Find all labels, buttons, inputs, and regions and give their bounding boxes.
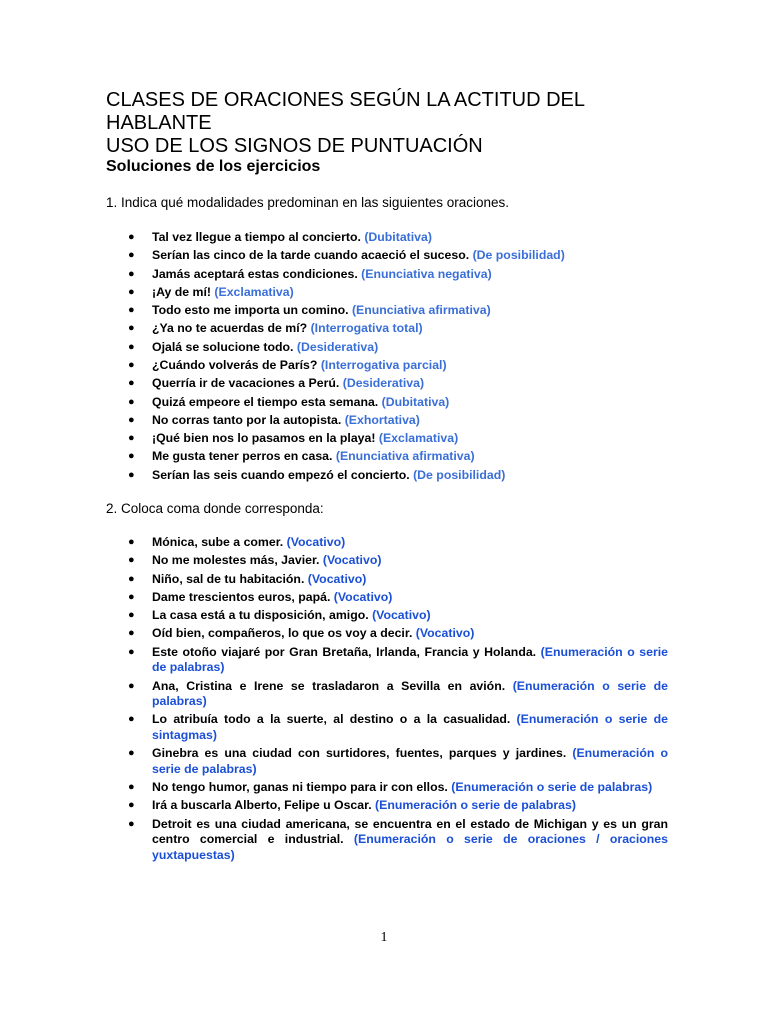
list-item: [128, 798, 668, 814]
sentence-text: Todo esto me importa un comino.: [152, 303, 349, 318]
list-item-content: [152, 780, 668, 796]
bullet-icon: ●: [128, 609, 135, 622]
answer-label: (Vocativo): [286, 535, 346, 549]
answer-label: (Vocativo): [415, 626, 475, 641]
list-item-content: [152, 285, 668, 301]
document-subtitle: Soluciones de los ejercicios: [106, 158, 321, 175]
sentence-text: Querría ir de vacaciones a Perú.: [152, 376, 340, 391]
list-item-content: [152, 358, 668, 374]
sentence-text: Serían las seis cuando empezó el concierto.: [152, 467, 410, 482]
list-item: [128, 358, 668, 374]
bullet-icon: ●: [128, 231, 135, 243]
bullet-icon: ●: [128, 322, 135, 335]
list-item-content: [152, 468, 668, 484]
list-item-content: [152, 413, 668, 429]
list-item-content: [152, 303, 668, 319]
list-item: [128, 230, 668, 246]
answer-label: (Enumeración o serie de palabras): [152, 746, 668, 776]
exercise-1-question: 1. Indica qué modalidades predominan en las siguientes oraciones.: [106, 195, 510, 210]
bullet-icon: ●: [128, 358, 135, 371]
answer-label: (Enunciativa afirmativa): [335, 449, 475, 464]
page-number: 1: [380, 930, 388, 945]
answer-label: (Interrogativa parcial): [320, 357, 447, 372]
list-item: [128, 679, 668, 710]
answer-label: (Enumeración o serie de palabras): [152, 678, 668, 709]
list-item: [128, 248, 668, 264]
sentence-text: ¿Cuándo volverás de París?: [152, 357, 318, 372]
bullet-icon: ●: [128, 450, 135, 463]
bullet-icon: ●: [128, 377, 135, 390]
sentence-text: Irá a buscarla Alberto, Felipe u Oscar.: [152, 798, 372, 813]
bullet-icon: ●: [128, 267, 135, 280]
list-item: [128, 340, 668, 356]
list-item: [128, 645, 668, 676]
sentence-text: Lo atribuía todo a la suerte, al destino o a la casualidad.: [152, 712, 511, 727]
list-item: [128, 553, 668, 569]
list-item-content: [152, 712, 668, 743]
list-item-content: [152, 449, 668, 465]
sentence-text: No tengo humor, ganas ni tiempo para ir con ellos.: [152, 780, 448, 795]
list-item: [128, 395, 668, 411]
sentence-text: Este otoño viajaré por Gran Bretaña, Irlanda, Francia y Holanda.: [152, 644, 537, 659]
sentence-text: La casa está a tu disposición, amigo.: [152, 608, 369, 623]
list-item-content: [152, 608, 668, 624]
sentence-text: Mónica, sube a comer.: [152, 535, 284, 549]
bullet-icon: ●: [128, 468, 135, 481]
answer-label: (Enumeración o serie de palabras): [375, 798, 576, 813]
bullet-icon: ●: [128, 285, 135, 298]
list-item-content: [152, 572, 668, 588]
list-item-content: [152, 431, 668, 447]
sentence-text: Dame trescientos euros, papá.: [152, 589, 331, 604]
answer-label: (Enumeración o serie de sintagmas): [152, 712, 668, 743]
answer-label: (Vocativo): [372, 608, 431, 623]
list-item-content: [152, 395, 668, 411]
list-item-content: [152, 645, 668, 676]
list-item: [128, 285, 668, 301]
answer-label: (Interrogativa total): [310, 321, 423, 336]
list-item-content: [152, 376, 668, 392]
answer-label: (Enumeración o serie de palabras): [152, 644, 669, 675]
answer-label: (Desiderativa): [296, 339, 379, 354]
answer-label: (Enumeración o serie de oraciones / oraciones yuxtapuestas): [152, 832, 668, 862]
list-item: [128, 817, 668, 864]
list-item: [128, 431, 668, 447]
list-item: [128, 535, 668, 551]
list-item: [128, 746, 668, 777]
bullet-icon: ●: [128, 432, 135, 445]
sentence-text: No corras tanto por la autopista.: [152, 412, 342, 427]
sentence-text: Ana, Cristina e Irene se trasladaron a Sevilla en avión.: [152, 678, 506, 693]
bullet-icon: ●: [128, 590, 135, 603]
bullet-icon: ●: [128, 679, 135, 692]
list-item: [128, 321, 668, 337]
exercise-1-list: [128, 230, 668, 486]
list-item-content: [152, 746, 668, 777]
sentence-text: Jamás aceptará estas condiciones.: [152, 266, 358, 281]
answer-label: (Exhortativa): [344, 412, 420, 427]
list-item: [128, 449, 668, 465]
exercise-2-question: 2. Coloca coma donde corresponda:: [106, 501, 324, 516]
list-item-content: [152, 679, 668, 710]
bullet-icon: ●: [128, 536, 135, 548]
sentence-text: Oíd bien, compañeros, lo que os voy a decir.: [152, 626, 413, 641]
answer-label: (Desiderativa): [342, 376, 425, 391]
title-line-2: HABLANTE: [106, 112, 212, 134]
answer-label: (De posibilidad): [472, 248, 565, 263]
bullet-icon: ●: [128, 554, 135, 567]
sentence-text: Quizá empeore el tiempo esta semana.: [152, 394, 379, 409]
list-item-content: [152, 553, 668, 569]
answer-label: (Vocativo): [322, 553, 382, 568]
list-item-content: [152, 626, 668, 642]
sentence-text: ¡Ay de mí!: [152, 284, 211, 299]
list-item-content: [152, 340, 668, 356]
bullet-icon: ●: [128, 572, 135, 585]
exercise-2-list: [128, 535, 668, 866]
answer-label: (De posibilidad): [413, 467, 506, 482]
bullet-icon: ●: [128, 781, 135, 794]
list-item-content: [152, 267, 668, 283]
bullet-icon: ●: [128, 304, 135, 317]
sentence-text: ¿Ya no te acuerdas de mí?: [152, 321, 308, 336]
answer-label: (Dubitativa): [381, 394, 450, 409]
list-item: [128, 376, 668, 392]
list-item: [128, 413, 668, 429]
list-item: [128, 608, 668, 624]
sentence-text: Serían las cinco de la tarde cuando acaeció el suceso.: [152, 248, 470, 263]
bullet-icon: ●: [128, 645, 135, 658]
list-item-content: [152, 535, 668, 551]
document-title: [106, 89, 706, 158]
bullet-icon: ●: [128, 627, 135, 640]
bullet-icon: ●: [128, 413, 135, 426]
list-item-content: [152, 248, 668, 264]
list-item: [128, 626, 668, 642]
answer-label: (Dubitativa): [364, 230, 432, 244]
answer-label: (Enunciativa afirmativa): [351, 303, 491, 318]
list-item-content: [152, 321, 668, 337]
sentence-text: No me molestes más, Javier.: [152, 553, 320, 568]
sentence-text: Detroit es una ciudad americana, se encuentra en el estado de Michigan y es un gran centro comercial e industrial.: [152, 816, 668, 847]
title-line-1: CLASES DE ORACIONES SEGÚN LA ACTITUD DEL: [106, 89, 586, 111]
title-line-3: USO DE LOS SIGNOS DE PUNTUACIÓN: [106, 135, 483, 157]
list-item-content: [152, 230, 668, 246]
sentence-text: Tal vez llegue a tiempo al concierto.: [152, 230, 361, 244]
bullet-icon: ●: [128, 799, 135, 812]
bullet-icon: ●: [128, 395, 135, 408]
list-item: [128, 267, 668, 283]
sentence-text: Ojalá se solucione todo.: [152, 339, 294, 354]
answer-label: (Vocativo): [333, 589, 393, 604]
bullet-icon: ●: [128, 340, 135, 353]
list-item: [128, 712, 668, 743]
answer-label: (Exclamativa): [214, 284, 294, 299]
bullet-icon: ●: [128, 747, 135, 760]
answer-label: (Enunciativa negativa): [361, 266, 492, 281]
answer-label: (Exclamativa): [378, 431, 459, 446]
list-item: [128, 303, 668, 319]
list-item: [128, 780, 668, 796]
answer-label: (Vocativo): [307, 571, 367, 586]
answer-label: (Enumeración o serie de palabras): [451, 780, 653, 795]
sentence-text: Me gusta tener perros en casa.: [152, 449, 333, 464]
sentence-text: Ginebra es una ciudad con surtidores, fuentes, parques y jardines.: [152, 746, 567, 761]
list-item: [128, 590, 668, 606]
bullet-icon: ●: [128, 817, 135, 830]
list-item-content: [152, 817, 668, 864]
list-item: [128, 572, 668, 588]
list-item: [128, 468, 668, 484]
list-item-content: [152, 590, 668, 606]
bullet-icon: ●: [128, 713, 135, 726]
list-item-content: [152, 798, 668, 814]
bullet-icon: ●: [128, 249, 135, 262]
sentence-text: Niño, sal de tu habitación.: [152, 571, 305, 586]
sentence-text: ¡Qué bien nos lo pasamos en la playa!: [152, 431, 376, 446]
